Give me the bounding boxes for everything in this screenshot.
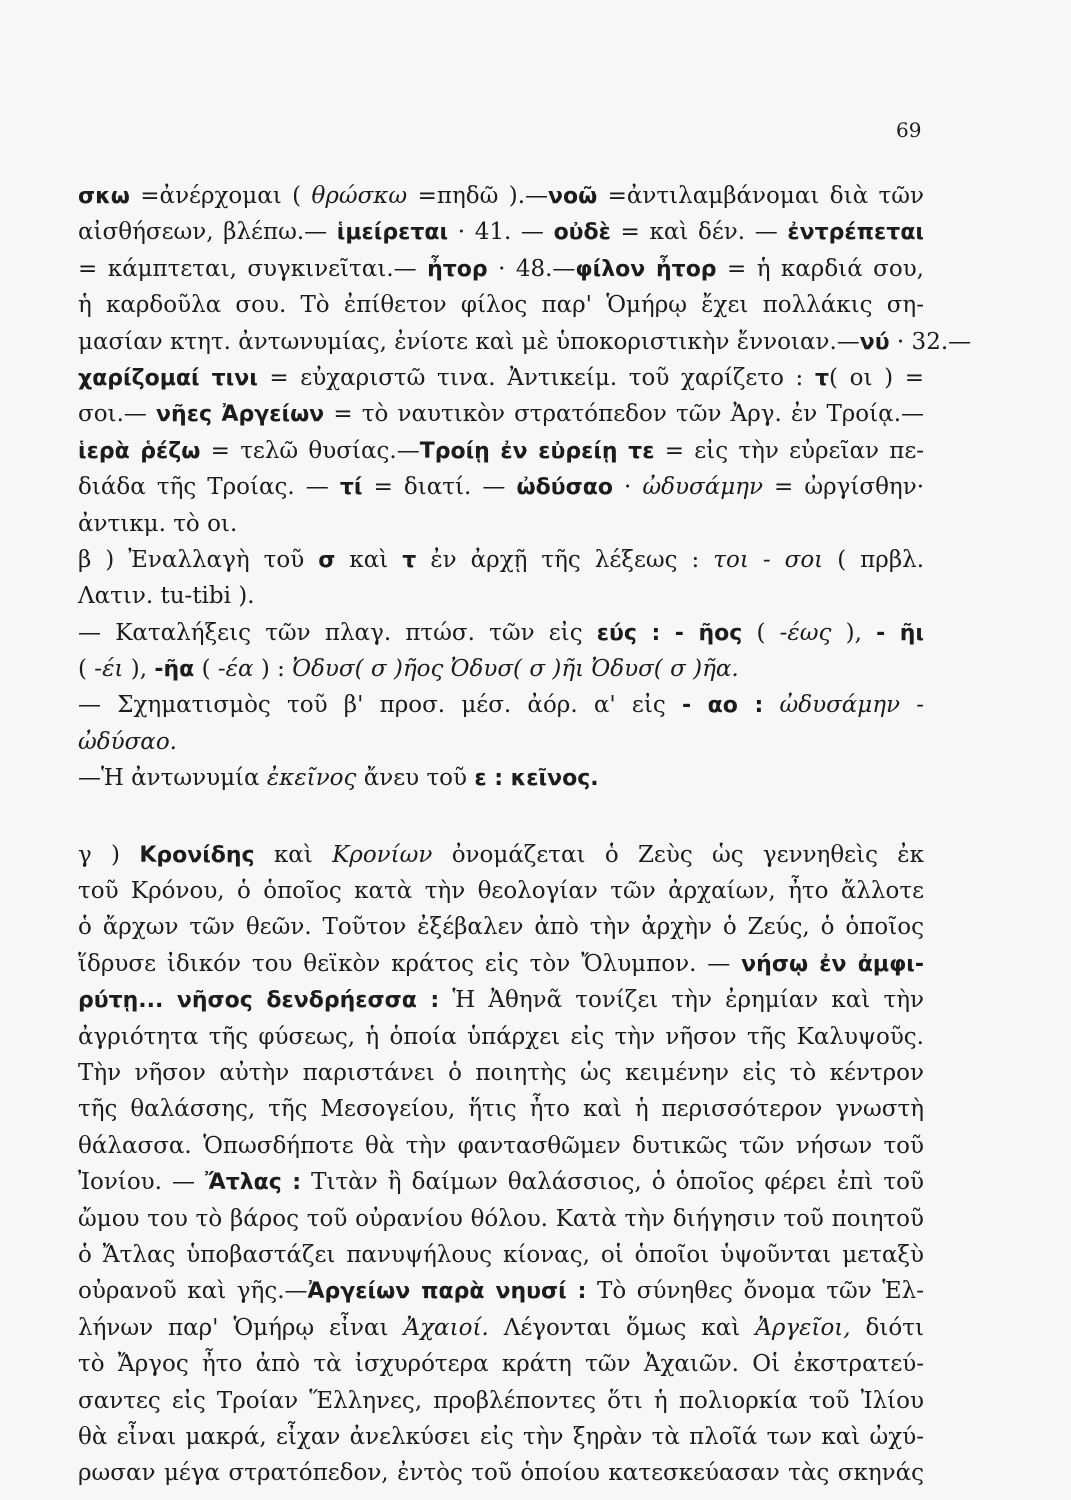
lemma-term: ἱερὰ ῥέζω [78,438,201,464]
text-run: ἵδρυσε ἰδικόν του θεϊκὸν κράτος εἰς τὸν Ὄλυμπον. — [78,950,742,977]
text-run: = τὸ ναυτικὸν στρατόπεδον τῶν Ἀργ. ἐν Τροίᾳ.— [324,401,925,428]
text-line [78,1055,924,1091]
text-line [78,396,924,432]
lemma-term: ἐντρέπεται [787,220,924,246]
text-run: τῆς θαλάσσης, τῆς Μεσογείου, ἥτις ἦτο καὶ ἡ περισσότερον γνωστὴ [78,1096,924,1123]
text-run: διάδα τῆς Τροίας. — [78,474,340,501]
text-line [78,287,924,323]
text-run: ἀντικμ. τὸ οι. [78,510,238,537]
italic-form: ἐκεῖνος [266,765,357,792]
text-run: · 48.— [487,255,576,282]
text-run: μασίαν κτητ. ἀντωνυμίας, ἐνίοτε καὶ μὲ ὑποκοριστικὴν ἔννοιαν.— [78,328,860,355]
text-run: = ἡ καρδιά σου, [716,255,924,282]
text-line [78,1383,924,1419]
lemma-term: νοῶ [548,184,598,209]
text-line [78,1455,924,1491]
text-line [78,578,924,614]
text-line [78,214,924,250]
text-run: = ὠργίσθην· [762,474,924,501]
text-run: Τὴν νῆσον αὐτὴν παριστάνει ὁ ποιητὴς ὡς κειμένην εἰς τὸ κέντρον [78,1059,924,1086]
text-line [78,1091,924,1127]
lemma-term: - ῆι [876,620,924,646]
text-run: τὸ Ἄργος ἦτο ἀπὸ τὰ ἰσχυρότερα κράτη τῶν Ἀχαιῶν. Οἱ ἐκστρατεύ- [78,1351,924,1378]
text-line [78,324,972,360]
lemma-term: Κρονίδης [139,842,255,868]
text-line [78,1128,924,1164]
text-line [78,615,924,651]
text-run: σοι.— [78,401,157,428]
text-run: ( [194,656,218,683]
lemma-term: σκω [78,184,130,209]
italic-form: ὠδυσάμην [642,474,763,501]
lemma-term: τί [339,475,363,501]
text-line [78,651,924,687]
text-line [78,1019,924,1055]
italic-form: Ἀργεῖοι, [755,1314,851,1341]
text-run: ( οι ) = [828,364,924,391]
text-run: · [612,474,643,501]
text-run: ἡ καρδοῦλα σου. Τὸ ἐπίθετον φίλος παρ' Ὁμήρῳ ἔχει πολλάκις ση- [78,292,924,319]
lemma-term: Τροίῃ ἐν εὐρείῃ τε [419,438,655,464]
text-run: ὁ Ἄτλας ὑποβαστάζει πανυψήλους κίονας, οἱ ὁποῖοι ὑψοῦνται μεταξὺ [78,1241,924,1268]
text-line [78,1164,924,1200]
text-run: ( [78,656,95,683]
text-line [78,433,924,469]
text-run: = καὶ δέν. — [610,219,788,246]
text-line [78,469,924,505]
text-run: = εἰς τὴν εὐρεῖαν πε- [654,437,925,464]
text-run: ὤμου του τὸ βάρος τοῦ οὐρανίου θόλου. Κατὰ τὴν διήγησιν τοῦ ποιητοῦ [78,1205,924,1232]
lemma-term: ρύτῃ... νῆσος δενδρήεσσα : [78,988,440,1014]
text-run: ρωσαν μέγα στρατόπεδον, ἐντὸς τοῦ ὁποίου κατεσκεύασαν τὰς σκηνάς [78,1460,924,1487]
text-run: ὀνομάζεται ὁ Ζεὺς ὡς γεννηθεὶς ἐκ [432,841,925,868]
text-run: λήνων παρ' Ὁμήρῳ εἶναι [78,1314,404,1341]
italic-form: -έως [779,619,832,646]
text-run: γ ) [78,841,140,868]
text-run: Ἡ Ἀθηνᾶ τονίζει τὴν ἐρημίαν καὶ τὴν [439,987,924,1014]
text-line [78,360,924,396]
text-run: διότι [850,1314,925,1341]
text-run: τοῦ Κρόνου, ὁ ὁποῖος κατὰ τὴν θεολογίαν τῶν ἀρχαίων, ἦτο ἄλλοτε [78,878,924,905]
text-run: καὶ [254,841,333,868]
lemma-term: ἱμείρεται [336,220,449,246]
text-run: ἀγριότητα τῆς φύσεως, ἡ ὁποία ὑπάρχει εἰς τὴν νῆσον τῆς Καλυψοῦς. [78,1023,924,1050]
lemma-term: ἦτορ [427,256,488,282]
text-line [78,178,924,214]
text-run: — Σχηματισμὸς τοῦ β' προσ. μέσ. ἀόρ. α' εἰς [78,692,682,719]
text-line [78,506,924,542]
lemma-term: τ [814,365,829,391]
text-line [78,542,924,578]
text-run: =πηδῶ ).— [407,183,549,209]
text-run: Λατιν. tu-tibi ). [78,583,255,610]
lemma-term: νῆες Ἀργείων [156,402,325,428]
text-line [78,1273,924,1309]
text-run: ) : [253,656,293,683]
lemma-term: οὐδὲ [553,220,611,246]
text-run: ( [742,619,780,646]
italic-form: Ὀδυσ( σ )ῆος Ὀδυσ( σ )ῆι Ὀδυσ( σ )ῆα. [292,656,739,683]
text-run: ), [123,656,155,683]
lemma-term: νήσῳ ἐν ἀμφι- [741,951,924,977]
text-run: = τελῶ θυσίας.— [200,437,420,464]
text-line [78,982,924,1018]
paragraph-gap [78,797,924,837]
lemma-term: φίλον ἦτορ [575,256,717,282]
text-line [78,251,924,287]
text-line [78,1419,924,1455]
lemma-term: τ [402,547,417,573]
lemma-term: νύ [859,329,890,355]
text-run: σαντες εἰς Τροίαν Ἕλληνες, προβλέποντες ὅτι ἡ πολιορκία τοῦ Ἰλίου [78,1387,924,1414]
lemma-term: εύς : - ῆος [596,620,743,646]
lemma-term: Ἄτλας : [205,1170,302,1196]
text-run: — Καταλήξεις τῶν πλαγ. πτώσ. τῶν εἰς [78,619,597,646]
text-run: ), [831,619,877,646]
text-line [78,724,924,760]
lemma-term: Ἀργείων παρὰ νηυσί : [307,1279,587,1305]
text-run: β ) Ἐναλλαγὴ τοῦ [78,546,319,573]
text-run: =ἀνέρχομαι ( [129,183,312,209]
text-line [78,909,924,945]
text-run: = εὐχαριστῶ τινα. Ἀντικείμ. τοῦ χαρίζετο : [257,364,815,391]
italic-form: -έι [94,656,124,683]
lemma-term: -ῆα [154,657,195,683]
text-run: Τιτὰν ἢ δαίμων θαλάσσιος, ὁ ὁποῖος φέρει ἐπὶ τοῦ [301,1169,924,1196]
page-number: 69 [896,118,922,142]
text-run: καὶ [335,546,403,573]
text-run [763,692,779,718]
text-run: Ἰονίου. — [78,1169,206,1196]
text-run: θὰ εἶναι μακρά, εἶχαν ἀνελκύσει εἰς τὴν ξηρὰν τὰ πλοῖά των καὶ ὠχύ- [78,1423,924,1450]
text-run: =ἀντιλαμβάνομαι διὰ τῶν [597,183,924,209]
text-line [78,837,924,873]
text-run: · 32.— [889,328,972,355]
text-line [78,873,924,909]
lemma-term: σ [318,547,336,573]
italic-form: τοι - σοι [713,546,824,573]
text-line [78,760,924,796]
text-run: ἐν ἀρχῇ τῆς λέξεως : [416,546,714,573]
text-line [78,1237,924,1273]
italic-form: ὠδυσάμην - [779,692,924,719]
text-line [78,946,924,982]
italic-form: ὠδύσαο. [78,728,177,755]
italic-form: Ἀχαιοί. [403,1314,489,1341]
text-run: ὁ ἄρχων τῶν θεῶν. Τοῦτον ἐξέβαλεν ἀπὸ τὴν ἀρχὴν ὁ Ζεύς, ὁ ὁποῖος [78,914,924,941]
lemma-term: ὠδύσαο [516,475,613,501]
text-run: Λέγονται ὅμως καὶ [488,1314,756,1341]
text-run: · 41. — [448,219,554,246]
commentary-text [78,178,972,1492]
italic-form: θρώσκω [311,183,408,209]
text-line [78,687,924,723]
text-run: οὐρανοῦ καὶ γῆς.— [78,1278,308,1305]
text-run: θάλασσα. Ὁπωσδήποτε θὰ τὴν φαντασθῶμεν δυτικῶς τῶν νήσων τοῦ [78,1132,924,1159]
lemma-term: - αο : [681,693,764,719]
text-line [78,1346,924,1382]
text-run: αἰσθήσεων, βλέπω.— [78,219,337,246]
text-run: = κάμπτεται, συγκινεῖται.— [78,255,428,282]
text-run: = διατί. — [362,474,517,501]
text-run: —Ἡ ἀντωνυμία [78,765,267,792]
text-run: ( πρβλ. [823,546,925,573]
italic-form: Κρονίων [332,841,433,868]
text-run: ἄνευ τοῦ [356,765,475,792]
text-line [78,1310,924,1346]
text-line [78,1201,924,1237]
lemma-term: ε : κεῖνος. [474,766,599,792]
italic-form: -έα [217,656,254,683]
text-run: Τὸ σύνηθες ὄνομα τῶν Ἑλ- [586,1278,924,1305]
lemma-term: χαρίζομαί τινι [78,365,258,391]
